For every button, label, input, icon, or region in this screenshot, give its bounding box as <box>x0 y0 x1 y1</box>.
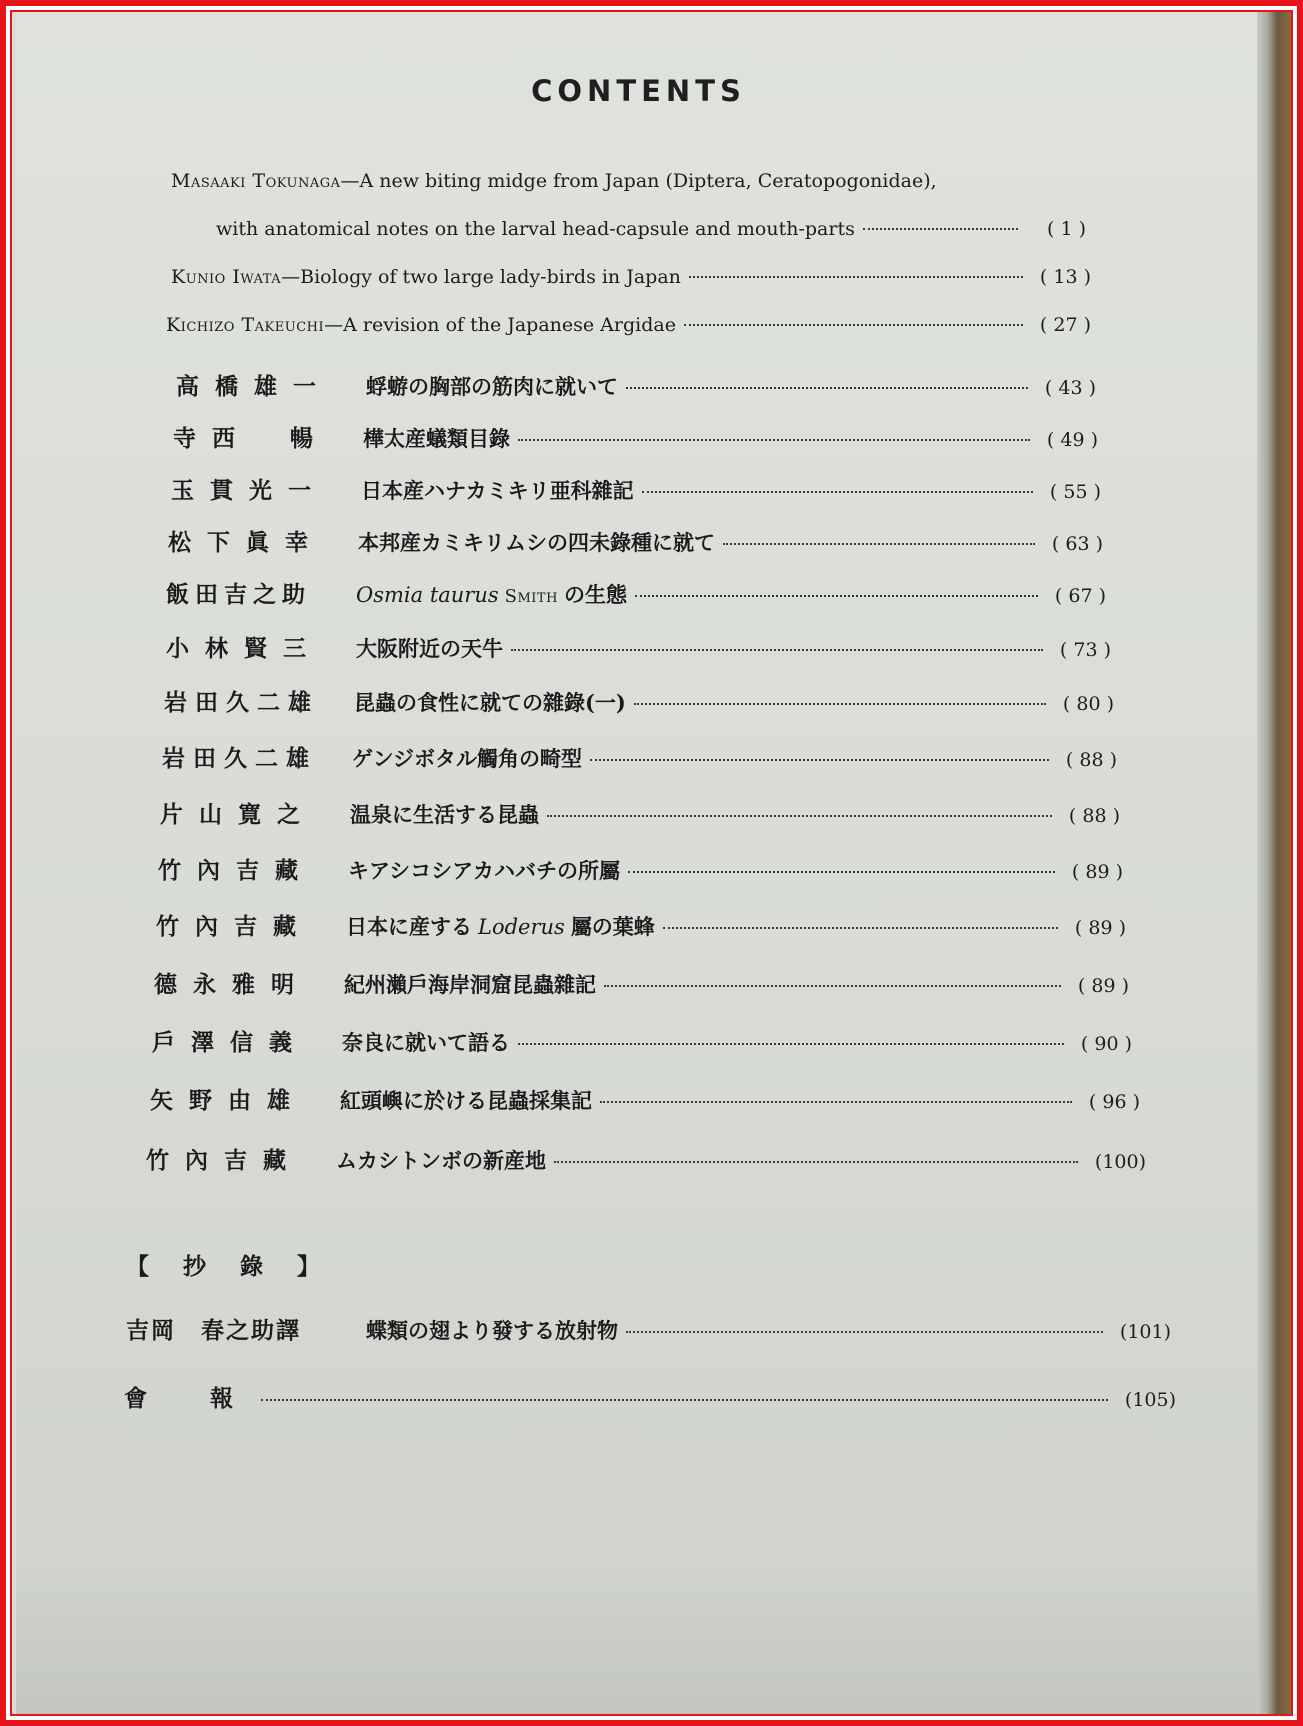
dot-leader <box>626 1331 1103 1333</box>
entry-page: ( 55 ) <box>1049 481 1101 503</box>
dot-leader <box>590 759 1049 761</box>
entry-title: 屬の葉蜂 <box>570 914 655 939</box>
entry-page: ( 80 ) <box>1062 693 1114 715</box>
entry-title: 温泉に生活する昆蟲 <box>350 802 539 827</box>
entry-title: —A new biting midge from Japan (Diptera, Ceratopogonidae), <box>340 170 937 192</box>
entry-author: 岩田久二雄 <box>164 689 319 716</box>
dot-leader <box>723 543 1035 545</box>
dot-leader <box>684 324 1023 326</box>
entry-title: —Biology of two large lady-birds in Japan <box>281 266 681 288</box>
entry-title: の生態 <box>563 582 627 607</box>
toc-entry-ja-10 <box>158 852 1123 885</box>
entry-page: ( 73 ) <box>1059 639 1111 661</box>
entry-author: 吉岡 春之助譯 <box>126 1317 301 1344</box>
toc-entry-ja-14 <box>150 1082 1140 1115</box>
entry-title: 蜉蝣の胸部の筋肉に就いて <box>366 374 618 399</box>
entry-page: ( 88 ) <box>1065 749 1117 771</box>
dot-leader <box>642 491 1033 493</box>
entry-page: (100) <box>1094 1151 1146 1173</box>
toc-entry-ja-6 <box>166 630 1111 663</box>
dot-leader <box>261 1399 1108 1401</box>
dot-leader <box>634 703 1046 705</box>
section-heading: 【抄錄】 <box>126 1253 354 1280</box>
dot-leader <box>863 228 1018 230</box>
page-title: CONTENTS <box>531 74 746 108</box>
entry-title: 日本産ハナカミキリ亜科雜記 <box>361 478 634 503</box>
toc-entry-en-2 <box>171 266 1091 288</box>
entry-author: 岩田久二雄 <box>162 745 317 772</box>
toc-entry-report <box>124 1380 1176 1413</box>
dot-leader <box>554 1161 1078 1163</box>
entry-page: ( 13 ) <box>1039 266 1091 288</box>
dot-leader <box>604 985 1061 987</box>
toc-entry-ja-15 <box>146 1142 1146 1175</box>
entry-page: ( 43 ) <box>1044 377 1096 399</box>
dot-leader <box>689 276 1023 278</box>
toc-entry-ja-3 <box>171 472 1101 505</box>
entry-author: Masaaki Tokunaga <box>171 170 341 192</box>
page-paper <box>16 12 1261 1714</box>
toc-entry-ja-12 <box>154 966 1129 999</box>
entry-title-latin: Osmia taurus <box>356 583 499 607</box>
entry-author: 高橋雄一 <box>176 373 332 400</box>
entry-page: ( 1 ) <box>1047 218 1086 240</box>
entry-title: 會 報 <box>124 1385 253 1412</box>
entry-author: 矢野由雄 <box>150 1087 306 1114</box>
entry-title: 奈良に就いて語る <box>342 1030 510 1055</box>
toc-entry-en-1-cont <box>216 218 1086 240</box>
entry-author: Kichizo Takeuchi <box>166 314 325 336</box>
entry-page: (101) <box>1119 1321 1171 1343</box>
toc-entry-ja-7 <box>164 684 1114 717</box>
entry-title: ムカシトンボの新産地 <box>336 1148 546 1173</box>
entry-title-author: Smith <box>504 586 558 607</box>
toc-entry-ja-4 <box>168 524 1103 557</box>
toc-entry-ja-11 <box>156 908 1126 941</box>
dot-leader <box>626 387 1028 389</box>
entry-page: ( 89 ) <box>1071 861 1123 883</box>
entry-title: キアシコシアカハバチの所屬 <box>348 858 620 883</box>
entry-title: 本邦産カミキリムシの四未錄種に就て <box>358 530 715 555</box>
entry-title-latin: Loderus <box>478 915 565 939</box>
entry-author: 德永雅明 <box>154 971 310 998</box>
entry-author: 戶澤信義 <box>152 1029 308 1056</box>
entry-title: —A revision of the Japanese Argidae <box>324 314 676 336</box>
entry-author: 寺西 暢 <box>173 425 329 452</box>
entry-page: ( 27 ) <box>1039 314 1091 336</box>
entry-title: 蝶類の翅より發する放射物 <box>366 1318 618 1343</box>
entry-author: 飯田吉之助 <box>166 581 311 608</box>
toc-entry-en-3 <box>166 314 1091 336</box>
entry-author: 小林賢三 <box>166 635 322 662</box>
dot-leader <box>663 927 1058 929</box>
toc-entry-en-1 <box>171 170 1051 192</box>
entry-page: ( 89 ) <box>1074 917 1126 939</box>
dot-leader <box>511 649 1043 651</box>
page-shadow <box>16 1564 1261 1714</box>
photo-frame <box>10 10 1293 1716</box>
entry-title-cont: with anatomical notes on the larval head-capsule and mouth-parts <box>216 218 855 240</box>
entry-author: 松下眞幸 <box>168 529 324 556</box>
entry-page: ( 90 ) <box>1080 1033 1132 1055</box>
dot-leader <box>518 1043 1064 1045</box>
entry-title: 紀州瀨戶海岸洞窟昆蟲雜記 <box>344 972 596 997</box>
toc-entry-ja-9 <box>160 796 1120 829</box>
dot-leader <box>547 815 1052 817</box>
dot-leader <box>628 871 1055 873</box>
toc-entry-ja-2 <box>173 420 1098 453</box>
entry-page: ( 63 ) <box>1051 533 1103 555</box>
entry-page: ( 67 ) <box>1054 585 1106 607</box>
entry-page: (105) <box>1124 1389 1176 1411</box>
entry-title: 昆蟲の食性に就ての雜錄(一) <box>354 690 626 715</box>
toc-entry-abstract <box>126 1312 1171 1345</box>
entry-page: ( 88 ) <box>1068 805 1120 827</box>
entry-author: 竹內吉藏 <box>158 857 314 884</box>
toc-entry-ja-5 <box>166 576 1106 609</box>
entry-author: 片山寛之 <box>160 801 316 828</box>
entry-author: 玉貫光一 <box>171 477 327 504</box>
entry-page: ( 49 ) <box>1046 429 1098 451</box>
toc-entry-ja-1 <box>176 368 1096 401</box>
entry-title: 樺太産蟻類目錄 <box>363 426 510 451</box>
entry-title: ゲンジボタル觸角の畸型 <box>352 746 583 771</box>
entry-author: 竹內吉藏 <box>156 913 312 940</box>
toc-entry-ja-13 <box>152 1024 1132 1057</box>
entry-author: 竹內吉藏 <box>146 1147 302 1174</box>
entry-title: 紅頭嶼に於ける昆蟲採集記 <box>340 1088 592 1113</box>
dot-leader <box>518 439 1030 441</box>
entry-author: Kunio Iwata <box>171 266 282 288</box>
dot-leader <box>635 595 1038 597</box>
entry-title: 大阪附近の天牛 <box>356 636 503 661</box>
dot-leader <box>600 1101 1072 1103</box>
toc-entry-ja-8 <box>162 740 1117 773</box>
book-edge <box>1257 12 1291 1714</box>
entry-page: ( 89 ) <box>1077 975 1129 997</box>
entry-page: ( 96 ) <box>1088 1091 1140 1113</box>
entry-title-prefix: 日本に産する <box>346 914 472 939</box>
